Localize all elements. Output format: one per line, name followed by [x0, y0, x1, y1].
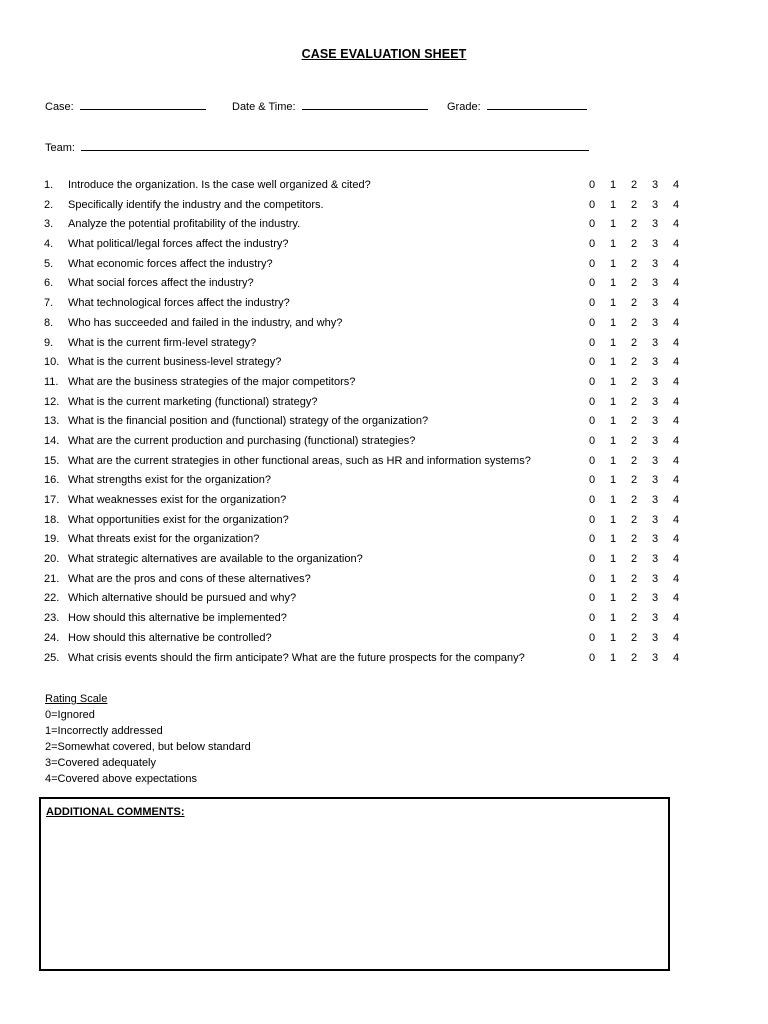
question-text: What opportunities exist for the organization?	[68, 513, 289, 526]
score-option[interactable]: 4	[672, 238, 680, 251]
question-row	[44, 237, 694, 257]
score-option[interactable]: 2	[630, 592, 638, 605]
score-option[interactable]: 0	[588, 297, 596, 310]
question-row	[44, 276, 694, 296]
score-option[interactable]: 3	[651, 198, 659, 211]
score-option[interactable]: 4	[672, 651, 680, 664]
score-option[interactable]: 0	[588, 257, 596, 270]
score-option[interactable]: 1	[609, 651, 617, 664]
score-option[interactable]: 4	[672, 631, 680, 644]
question-row	[44, 532, 694, 552]
score-option[interactable]: 4	[672, 454, 680, 467]
grade-label: Grade:	[447, 101, 481, 113]
score-option[interactable]: 4	[672, 553, 680, 566]
score-option[interactable]: 3	[651, 434, 659, 447]
question-number: 9.	[44, 336, 54, 349]
score-option[interactable]: 1	[609, 572, 617, 585]
team-label: Team:	[45, 142, 75, 154]
question-row	[44, 395, 694, 415]
score-option[interactable]: 3	[651, 651, 659, 664]
score-option[interactable]: 3	[651, 179, 659, 191]
case-label: Case:	[45, 101, 74, 113]
datetime-field	[232, 98, 428, 113]
question-number: 3.	[44, 218, 54, 231]
score-option[interactable]: 4	[672, 375, 680, 388]
score-option[interactable]: 1	[609, 395, 617, 408]
score-option[interactable]: 1	[609, 612, 617, 625]
question-number: 8.	[44, 316, 54, 329]
score-option[interactable]: 1	[609, 356, 617, 369]
score-option[interactable]: 3	[651, 474, 659, 487]
question-number: 6.	[44, 277, 54, 290]
question-number: 1.	[44, 179, 54, 191]
score-option[interactable]: 4	[672, 494, 680, 506]
question-text: What threats exist for the organization?	[68, 533, 260, 546]
question-text: Which alternative should be pursued and why?	[68, 592, 297, 605]
question-number: 14.	[44, 434, 60, 447]
question-number: 11.	[44, 375, 59, 388]
score-option[interactable]: 2	[630, 218, 638, 231]
datetime-blank-line[interactable]	[302, 98, 428, 110]
score-option[interactable]: 2	[630, 533, 638, 546]
rating-scale-title: Rating Scale	[45, 693, 108, 705]
score-option[interactable]: 3	[651, 375, 659, 388]
rating-scale	[45, 691, 251, 787]
question-text: What economic forces affect the industry?	[68, 257, 273, 270]
question-row	[44, 434, 694, 454]
question-number: 17.	[44, 494, 60, 506]
score-option[interactable]: 1	[609, 316, 617, 329]
question-number: 12.	[44, 395, 60, 408]
question-text: What technological forces affect the industry?	[68, 297, 290, 310]
score-option[interactable]: 3	[651, 356, 659, 369]
score-option[interactable]: 4	[672, 179, 680, 191]
score-option[interactable]: 3	[651, 612, 659, 625]
score-option[interactable]: 4	[672, 592, 680, 605]
score-option[interactable]: 3	[651, 395, 659, 408]
question-text: Who has succeeded and failed in the industry, and why?	[68, 316, 343, 329]
score-option[interactable]: 2	[630, 434, 638, 447]
score-option[interactable]: 3	[651, 553, 659, 566]
score-option[interactable]: 2	[630, 179, 638, 191]
score-option[interactable]: 1	[609, 218, 617, 231]
score-option[interactable]: 1	[609, 257, 617, 270]
score-option[interactable]: 0	[588, 651, 596, 664]
score-option[interactable]: 3	[651, 513, 659, 526]
score-option[interactable]: 0	[588, 533, 596, 546]
score-option[interactable]: 1	[609, 592, 617, 605]
score-option[interactable]: 4	[672, 297, 680, 310]
question-number: 16.	[44, 474, 60, 487]
score-option[interactable]: 0	[588, 198, 596, 211]
question-row	[44, 493, 694, 513]
score-option[interactable]: 3	[651, 316, 659, 329]
rating-item: 2=Somewhat covered, but below standard	[45, 741, 251, 753]
question-row	[44, 513, 694, 533]
score-option[interactable]: 2	[630, 553, 638, 566]
score-option[interactable]: 2	[630, 395, 638, 408]
score-option[interactable]: 1	[609, 277, 617, 290]
score-option[interactable]: 0	[588, 513, 596, 526]
score-option[interactable]: 2	[630, 198, 638, 211]
score-option[interactable]: 4	[672, 434, 680, 447]
score-option[interactable]: 0	[588, 356, 596, 369]
score-option[interactable]: 3	[651, 631, 659, 644]
question-text: What is the current marketing (functional) strategy?	[68, 395, 318, 408]
score-option[interactable]: 3	[651, 415, 659, 428]
question-row	[44, 651, 694, 671]
question-text: Analyze the potential profitability of the industry.	[68, 218, 301, 231]
team-blank-line[interactable]	[81, 139, 589, 151]
question-number: 22.	[44, 592, 60, 605]
question-row	[44, 198, 694, 218]
question-text: What are the business strategies of the major competitors?	[68, 375, 356, 388]
additional-comments-box[interactable]	[39, 797, 670, 971]
score-option[interactable]: 4	[672, 316, 680, 329]
question-number: 20.	[44, 553, 60, 566]
question-text: How should this alternative be controlled?	[68, 631, 272, 644]
score-option[interactable]: 1	[609, 415, 617, 428]
score-option[interactable]: 3	[651, 572, 659, 585]
score-option[interactable]: 0	[588, 592, 596, 605]
score-option[interactable]: 0	[588, 179, 596, 191]
question-text: Specifically identify the industry and the competitors.	[68, 198, 324, 211]
score-option[interactable]: 3	[651, 494, 659, 506]
question-row	[44, 414, 694, 434]
score-option[interactable]: 1	[609, 454, 617, 467]
question-text: What social forces affect the industry?	[68, 277, 254, 290]
score-option[interactable]: 4	[672, 513, 680, 526]
score-option[interactable]: 0	[588, 395, 596, 408]
score-option[interactable]: 3	[651, 257, 659, 270]
question-text: What weaknesses exist for the organization?	[68, 494, 287, 506]
score-option[interactable]: 3	[651, 218, 659, 231]
datetime-label: Date & Time:	[232, 101, 296, 113]
score-option[interactable]: 2	[630, 454, 638, 467]
question-text: What are the current strategies in other functional areas, such as HR and information systems?	[68, 454, 531, 467]
question-row	[44, 611, 694, 631]
case-field	[45, 98, 206, 113]
score-option[interactable]: 2	[630, 356, 638, 369]
score-option[interactable]: 2	[630, 513, 638, 526]
score-option[interactable]: 2	[630, 336, 638, 349]
score-option[interactable]: 3	[651, 336, 659, 349]
grade-field	[447, 98, 587, 113]
score-option[interactable]: 2	[630, 238, 638, 251]
score-option[interactable]: 0	[588, 612, 596, 625]
question-number: 4.	[44, 238, 54, 251]
score-option[interactable]: 2	[630, 257, 638, 270]
score-option[interactable]: 2	[630, 651, 638, 664]
question-text: What are the current production and purchasing (functional) strategies?	[68, 434, 416, 447]
score-option[interactable]: 1	[609, 494, 617, 506]
question-number: 25.	[44, 651, 60, 664]
score-option[interactable]: 4	[672, 395, 680, 408]
question-text: What strategic alternatives are available to the organization?	[68, 553, 363, 566]
question-row	[44, 217, 694, 237]
question-text: What political/legal forces affect the industry?	[68, 238, 289, 251]
score-option[interactable]: 1	[609, 336, 617, 349]
question-number: 19.	[44, 533, 60, 546]
score-option[interactable]: 3	[651, 297, 659, 310]
question-row	[44, 316, 694, 336]
question-number: 13.	[44, 415, 60, 428]
grade-blank-line[interactable]	[487, 98, 587, 110]
question-row	[44, 355, 694, 375]
score-option[interactable]: 4	[672, 257, 680, 270]
question-row	[44, 336, 694, 356]
score-option[interactable]: 3	[651, 454, 659, 467]
question-text: Introduce the organization. Is the case well organized & cited?	[68, 179, 371, 191]
score-option[interactable]: 3	[651, 533, 659, 546]
score-option[interactable]: 2	[630, 277, 638, 290]
score-option[interactable]: 0	[588, 454, 596, 467]
score-option[interactable]: 2	[630, 631, 638, 644]
score-option[interactable]: 1	[609, 375, 617, 388]
score-option[interactable]: 0	[588, 316, 596, 329]
question-number: 23.	[44, 612, 60, 625]
score-option[interactable]: 4	[672, 356, 680, 369]
score-option[interactable]: 2	[630, 572, 638, 585]
score-option[interactable]: 0	[588, 631, 596, 644]
rating-item: 0=Ignored	[45, 709, 95, 721]
question-text: What is the current firm-level strategy?	[68, 336, 257, 349]
question-row	[44, 572, 694, 592]
score-option[interactable]: 0	[588, 494, 596, 506]
score-option[interactable]: 3	[651, 238, 659, 251]
additional-comments-label: ADDITIONAL COMMENTS:	[46, 806, 185, 818]
score-option[interactable]: 4	[672, 572, 680, 585]
question-row	[44, 591, 694, 611]
score-option[interactable]: 0	[588, 375, 596, 388]
document-title: CASE EVALUATION SHEET	[301, 47, 467, 61]
question-number: 24.	[44, 631, 60, 644]
score-option[interactable]: 4	[672, 533, 680, 546]
score-option[interactable]: 3	[651, 277, 659, 290]
score-option[interactable]: 1	[609, 513, 617, 526]
question-row	[44, 257, 694, 277]
question-row	[44, 631, 694, 651]
team-field	[45, 139, 589, 154]
score-option[interactable]: 2	[630, 494, 638, 506]
question-number: 21.	[44, 572, 60, 585]
score-option[interactable]: 2	[630, 474, 638, 487]
score-option[interactable]: 1	[609, 553, 617, 566]
score-option[interactable]: 4	[672, 336, 680, 349]
score-option[interactable]: 0	[588, 277, 596, 290]
question-number: 2.	[44, 198, 54, 211]
score-option[interactable]: 2	[630, 316, 638, 329]
score-option[interactable]: 2	[630, 415, 638, 428]
question-number: 18.	[44, 513, 60, 526]
question-row	[44, 178, 694, 198]
score-option[interactable]: 1	[609, 198, 617, 211]
score-option[interactable]: 0	[588, 415, 596, 428]
score-option[interactable]: 4	[672, 218, 680, 231]
question-row	[44, 296, 694, 316]
score-option[interactable]: 4	[672, 277, 680, 290]
score-option[interactable]: 1	[609, 533, 617, 546]
question-text: What is the current business-level strategy?	[68, 356, 282, 369]
case-blank-line[interactable]	[80, 98, 206, 110]
score-option[interactable]: 4	[672, 415, 680, 428]
score-option[interactable]: 0	[588, 572, 596, 585]
score-option[interactable]: 1	[609, 238, 617, 251]
score-option[interactable]: 0	[588, 238, 596, 251]
score-option[interactable]: 1	[609, 179, 617, 191]
question-text: What strengths exist for the organization?	[68, 474, 271, 487]
score-option[interactable]: 0	[588, 218, 596, 231]
question-text: How should this alternative be implemented?	[68, 612, 287, 625]
question-list	[44, 178, 694, 670]
score-option[interactable]: 0	[588, 474, 596, 487]
question-row	[44, 454, 694, 474]
rating-item: 4=Covered above expectations	[45, 773, 197, 785]
score-option[interactable]: 1	[609, 297, 617, 310]
score-option[interactable]: 1	[609, 474, 617, 487]
question-text: What are the pros and cons of these alternatives?	[68, 572, 311, 585]
score-option[interactable]: 2	[630, 612, 638, 625]
question-row	[44, 552, 694, 572]
question-number: 10.	[44, 356, 60, 369]
question-text: What is the financial position and (functional) strategy of the organization?	[68, 415, 429, 428]
score-option[interactable]: 0	[588, 336, 596, 349]
score-option[interactable]: 3	[651, 592, 659, 605]
score-option[interactable]: 1	[609, 631, 617, 644]
rating-item: 3=Covered adequately	[45, 757, 156, 769]
question-number: 7.	[44, 297, 54, 310]
score-option[interactable]: 4	[672, 474, 680, 487]
score-option[interactable]: 4	[672, 198, 680, 211]
score-option[interactable]: 4	[672, 612, 680, 625]
score-option[interactable]: 2	[630, 297, 638, 310]
score-option[interactable]: 2	[630, 375, 638, 388]
question-row	[44, 375, 694, 395]
score-option[interactable]: 1	[609, 434, 617, 447]
question-text: What crisis events should the firm anticipate? What are the future prospects for the company?	[68, 651, 525, 664]
question-number: 5.	[44, 257, 54, 270]
question-number: 15.	[44, 454, 60, 467]
score-option[interactable]: 0	[588, 553, 596, 566]
rating-item: 1=Incorrectly addressed	[45, 725, 163, 737]
score-option[interactable]: 0	[588, 434, 596, 447]
question-row	[44, 473, 694, 493]
